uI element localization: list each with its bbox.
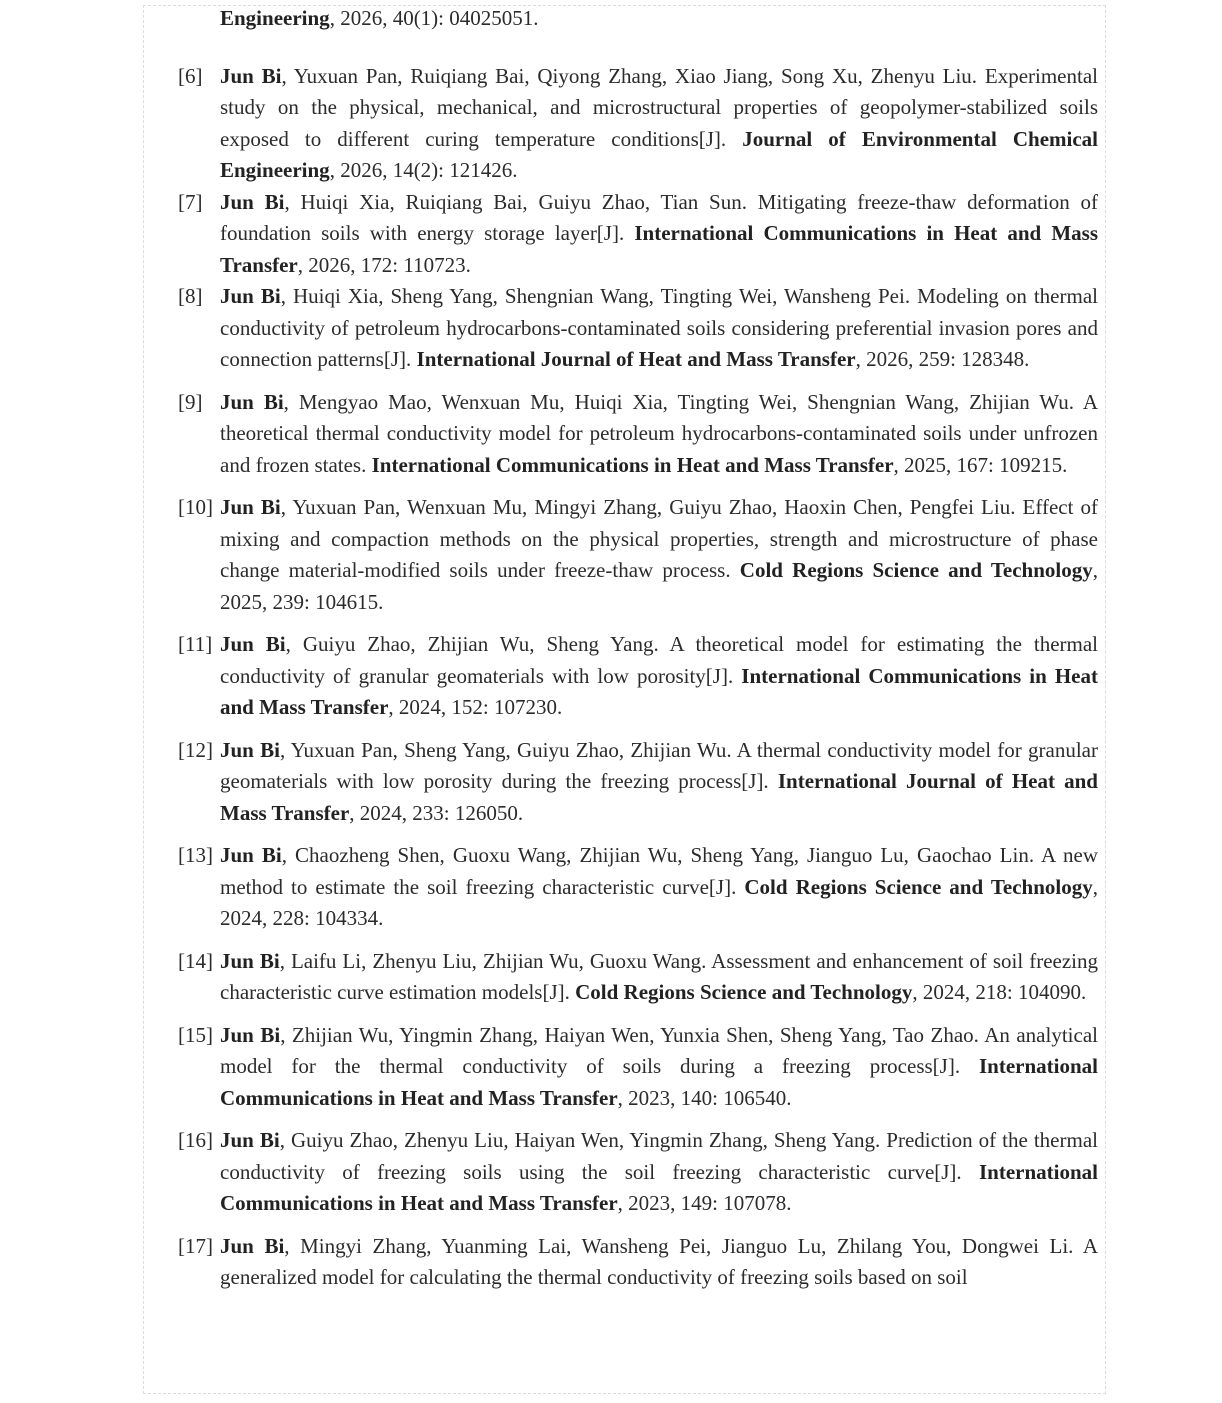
reference-body: , Mengyao Mao, Wenxuan Mu, Huiqi Xia, Tingting Wei, Shengnian Wang, Zhijian Wu. A theoretical thermal conductivity model for petroleum hydrocarbons-contaminated soils under unfrozen and frozen states. bbox=[220, 389, 1098, 477]
reference-body: , Guiyu Zhao, Zhijian Wu, Sheng Yang. A theoretical model for estimating the thermal conductivity of granular geomaterials with low porosity[J]. bbox=[220, 632, 1098, 688]
citation-details: , 2024, 218: 104090. bbox=[912, 980, 1087, 1004]
lead-author: Jun Bi bbox=[220, 1128, 280, 1152]
journal-name: Cold Regions Science and Technology bbox=[744, 874, 1093, 899]
reference-number: [13] bbox=[178, 843, 213, 867]
reference-item bbox=[178, 61, 1098, 187]
citation-details: , 2025, 239: 104615. bbox=[220, 558, 1098, 614]
lead-author: Jun Bi bbox=[220, 389, 284, 414]
lead-author: Jun Bi bbox=[220, 189, 285, 214]
reference-item bbox=[178, 387, 1098, 482]
journal-name: International Communications in Heat and Mass Transfer bbox=[220, 663, 1098, 719]
citation-details: , 2023, 140: 106540. bbox=[617, 1085, 792, 1110]
reference-number: [14] bbox=[178, 948, 213, 973]
reference-item bbox=[178, 840, 1098, 935]
reference-body: , Huiqi Xia, Ruiqiang Bai, Guiyu Zhao, Tian Sun. Mitigating freeze-thaw deformation of foundation soils with energy storage layer[J]. bbox=[220, 189, 1098, 245]
reference-body: , Mingyi Zhang, Yuanming Lai, Wansheng Pei, Jianguo Lu, Zhilang You, Dongwei Li. A generalized model for calculating the thermal conductivity of freezing soils based on soil bbox=[220, 1233, 1099, 1289]
journal-name: International Communications in Heat and Mass Transfer bbox=[220, 221, 1098, 277]
reference-body: , Yuxuan Pan, Wenxuan Mu, Mingyi Zhang, Guiyu Zhao, Haoxin Chen, Pengfei Liu. Effect of mixing and compaction methods on the physical properties, strength and microstructure of phase change material-modified soils under freeze-thaw process. bbox=[220, 495, 1098, 582]
reference-body: , Zhijian Wu, Yingmin Zhang, Haiyan Wen, Yunxia Shen, Sheng Yang, Tao Zhao. An analytical model for the thermal conductivity of soils during a freezing process[J]. bbox=[220, 1022, 1098, 1078]
reference-body: , Chaozheng Shen, Guoxu Wang, Zhijian Wu, Sheng Yang, Jianguo Lu, Gaochao Lin. A new method to estimate the soil freezing characteristic curve[J]. bbox=[220, 843, 1098, 899]
citation-details: , 2024, 152: 107230. bbox=[388, 695, 563, 719]
reference-body: , Laifu Li, Zhenyu Liu, Zhijian Wu, Guoxu Wang. Assessment and enhancement of soil freezing characteristic curve estimation models[J]. bbox=[220, 948, 1099, 1004]
citation-details: , 2026, 14(2): 121426. bbox=[329, 158, 518, 182]
reference-number: [16] bbox=[178, 1128, 213, 1152]
reference-item bbox=[178, 1020, 1098, 1115]
reference-item bbox=[178, 281, 1098, 376]
lead-author: Jun Bi bbox=[220, 737, 280, 762]
journal-name: Journal of Environmental Chemical Engineering bbox=[220, 126, 1098, 182]
reference-body: , Yuxuan Pan, Ruiqiang Bai, Qiyong Zhang, Xiao Jiang, Song Xu, Zhenyu Liu. Experimental study on the physical, mechanical, and microstructural properties of geopolymer-stabilized soils exposed to different curing temperature conditions[J]. bbox=[220, 63, 1098, 151]
journal-name: International Communications in Heat and Mass Transfer bbox=[371, 452, 894, 477]
reference-item bbox=[178, 1231, 1098, 1294]
lead-author: Jun Bi bbox=[220, 1233, 285, 1258]
reference-item bbox=[178, 1125, 1098, 1220]
reference-item bbox=[178, 946, 1098, 1009]
journal-name: Cold Regions Science and Technology bbox=[575, 980, 913, 1004]
citation-details: , 2026, 259: 128348. bbox=[855, 347, 1030, 371]
reference-number: [15] bbox=[178, 1022, 213, 1047]
reference-number: [6] bbox=[178, 63, 203, 88]
reference-item bbox=[178, 187, 1098, 282]
lead-author: Jun Bi bbox=[220, 632, 286, 656]
journal-name: International Journal of Heat and Mass Transfer bbox=[416, 347, 856, 371]
citation-details: , 2023, 149: 107078. bbox=[617, 1191, 792, 1215]
reference-number: [11] bbox=[178, 632, 213, 656]
citation-details: , 2026, 172: 110723. bbox=[297, 252, 471, 277]
journal-name: International Communications in Heat and Mass Transfer bbox=[220, 1159, 1098, 1215]
continued-reference bbox=[178, 3, 1098, 35]
reference-number: [17] bbox=[178, 1233, 213, 1258]
reference-body: , Guiyu Zhao, Zhenyu Liu, Haiyan Wen, Yingmin Zhang, Sheng Yang. Prediction of the thermal conductivity of freezing soils using the soil freezing characteristic curve[J]. bbox=[220, 1128, 1098, 1184]
lead-author: Jun Bi bbox=[220, 284, 281, 308]
reference-body: , Huiqi Xia, Sheng Yang, Shengnian Wang, Tingting Wei, Wansheng Pei. Modeling on thermal conductivity of petroleum hydrocarbons-contaminated soils considering preferential invasion pores and connection patterns[J]. bbox=[220, 284, 1098, 371]
reference-number: [10] bbox=[178, 495, 213, 519]
reference-item bbox=[178, 629, 1098, 724]
journal-name: Cold Regions Science and Technology bbox=[739, 558, 1093, 582]
lead-author: Jun Bi bbox=[220, 1022, 281, 1047]
reference-list bbox=[178, 0, 1098, 1294]
citation-details: , 2024, 228: 104334. bbox=[220, 874, 1098, 930]
citation-details: , 2025, 167: 109215. bbox=[893, 452, 1068, 477]
reference-item bbox=[178, 735, 1098, 830]
lead-author: Jun Bi bbox=[220, 495, 281, 519]
lead-author: Jun Bi bbox=[220, 63, 282, 88]
reference-number: [7] bbox=[178, 189, 203, 214]
reference-number: [12] bbox=[178, 737, 213, 762]
lead-author: Jun Bi bbox=[220, 843, 282, 867]
lead-author: Jun Bi bbox=[220, 948, 280, 973]
citation-details: , 2024, 233: 126050. bbox=[349, 800, 524, 825]
reference-number: [9] bbox=[178, 389, 203, 414]
reference-number: [8] bbox=[178, 284, 203, 308]
journal-name: International Communications in Heat and Mass Transfer bbox=[220, 1054, 1098, 1110]
journal-name: Engineering bbox=[220, 6, 330, 30]
reference-body: , Yuxuan Pan, Sheng Yang, Guiyu Zhao, Zhijian Wu. A thermal conductivity model for granular geomaterials with low porosity during the freezing process[J]. bbox=[220, 737, 1098, 793]
reference-item bbox=[178, 492, 1098, 618]
journal-name: International Journal of Heat and Mass Transfer bbox=[220, 769, 1098, 825]
citation-details: , 2026, 40(1): 04025051. bbox=[329, 6, 539, 30]
